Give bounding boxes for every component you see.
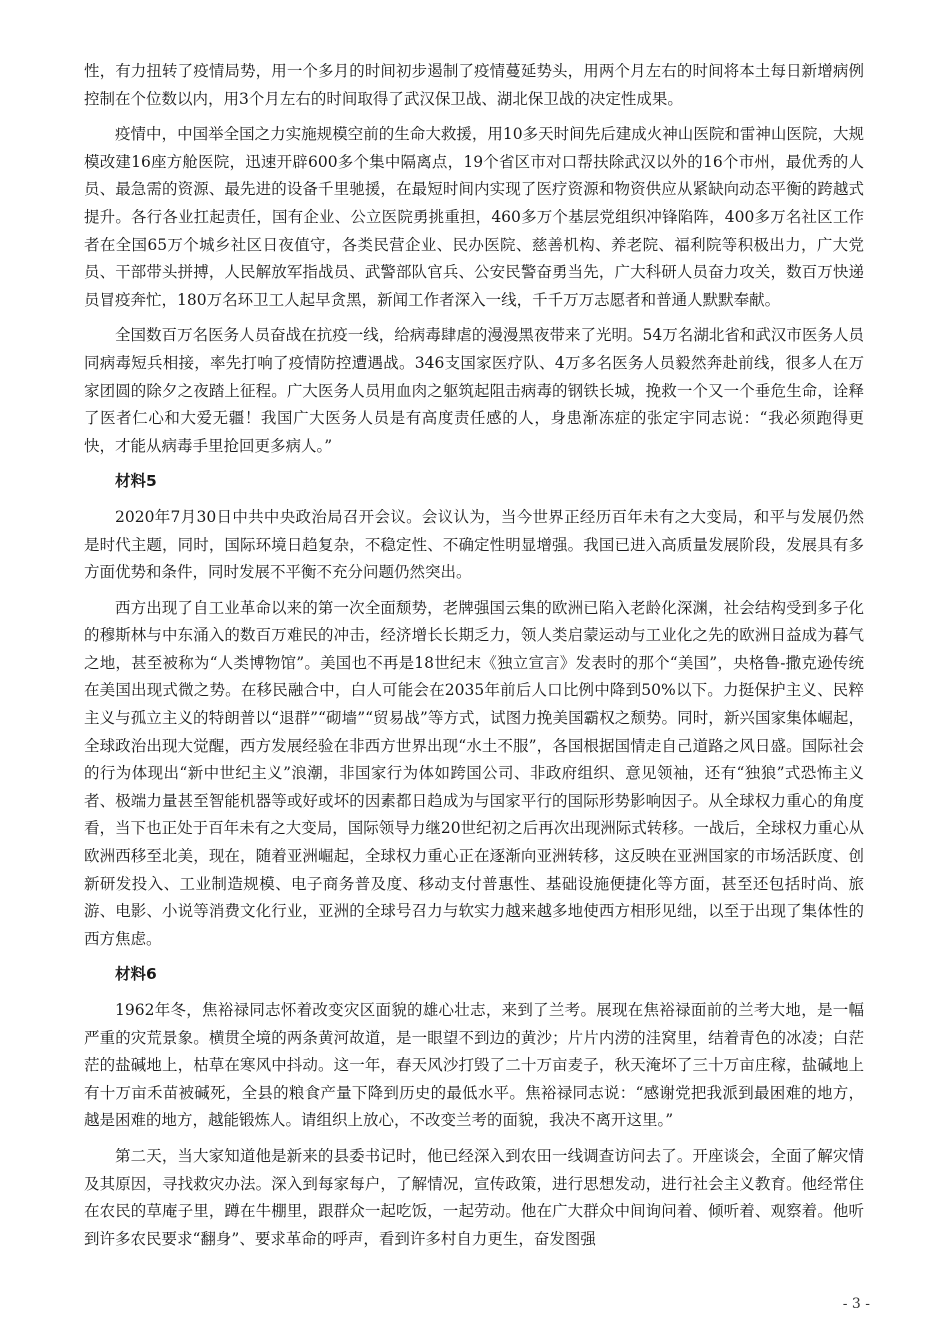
paragraph: 疫情中，中国举全国之力实施规模空前的生命大救援，用10多天时间先后建成火神山医院和雷神山医院，大规模改建16座方舱医院，迅速开辟600多个集中隔离点，19个省区市对口帮扶除武汉以外的16个市州，最优秀的人员、最急需的资源、最先进的设备千里驰援，在最短时间内实现了医疗资源和物资供应从紧缺向动态平衡的跨越式提升。各行各业扛起责任，国有企业、公立医院勇挑重担，460多万个基层党组织冲锋陷阵，400多万名社区工作者在全国65万个城乡社区日夜值守，各类民营企业、民办医院、慈善机构、养老院、福利院等积极出力，广大党员、干部带头拼搏，人民解放军指战员、武警部队官兵、公安民警奋勇当先，广大科研人员奋力攻关，数百万快递员冒疫奔忙，180万名环卫工人起早贪黑，新闻工作者深入一线，千千万万志愿者和普通人默默奉献。 xyxy=(84,125,864,309)
material-5-heading: 材料5 xyxy=(115,472,157,491)
page-number: - 3 - xyxy=(842,1296,870,1312)
paragraph-continuation: 性，有力扭转了疫情局势，用一个多月的时间初步遏制了疫情蔓延势头，用两个月左右的时间将本土每日新增病例控制在个位数以内，用3个月左右的时间取得了武汉保卫战、湖北保卫战的决定性成果。 xyxy=(84,62,864,108)
paragraph: 1962年冬，焦裕禄同志怀着改变灾区面貌的雄心壮志，来到了兰考。展现在焦裕禄面前的兰考大地，是一幅严重的灾荒景象。横贯全境的两条黄河故道，是一眼望不到边的黄沙；片片内涝的洼窝里，结着青色的冰凌；白茫茫的盐碱地上，枯草在寒风中抖动。这一年，春天风沙打毁了二十万亩麦子，秋天淹坏了三十万亩庄稼，盐碱地上有十万亩禾苗被碱死，全县的粮食产量下降到历史的最低水平。焦裕禄同志说：“感谢党把我派到最困难的地方，越是困难的地方，越能锻炼人。请组织上放心，不改变兰考的面貌，我决不离开这里。” xyxy=(84,1001,864,1130)
material-6-heading: 材料6 xyxy=(115,965,157,984)
document-body xyxy=(84,58,864,1261)
paragraph: 西方出现了自工业革命以来的第一次全面颓势，老牌强国云集的欧洲已陷入老龄化深渊，社会结构受到多子化的穆斯林与中东涌入的数百万难民的冲击，经济增长长期乏力，领人类启蒙运动与工业化之先的欧洲日益成为暮气之地，甚至被称为“人类博物馆”。美国也不再是18世纪末《独立宣言》发表时的那个“美国”，央格鲁-撒克逊传统在美国出现式微之势。在移民融合中，白人可能会在2035年前后人口比例中降到50%以下。力挺保护主义、民粹主义与孤立主义的特朗普以“退群”“砌墙”“贸易战”等方式，试图力挽美国霸权之颓势。同时，新兴国家集体崛起，全球政治出现大觉醒，西方发展经验在非西方世界出现“水土不服”，各国根据国情走自己道路之风日盛。国际社会的行为体现出“新中世纪主义”浪潮，非国家行为体如跨国公司、非政府组织、意见领袖，还有“独狼”式恐怖主义者、极端力量甚至智能机器等或好或坏的因素都日趋成为与国家平行的国际形势影响因子。从全球权力重心的角度看，当下也正处于百年未有之大变局，国际领导力继20世纪初之后再次出现洲际式转移。一战后，全球权力重心从欧洲西移至北美，现在，随着亚洲崛起，全球权力重心正在逐渐向亚洲转移，这反映在亚洲国家的市场活跃度、创新研发投入、工业制造规模、电子商务普及度、移动支付普惠性、基础设施便捷化等方面，甚至还包括时尚、旅游、电影、小说等消费文化行业，亚洲的全球号召力与软实力越来越多地使西方相形见绌，以至于出现了集体性的西方焦虑。 xyxy=(84,598,864,948)
paragraph: 第二天，当大家知道他是新来的县委书记时，他已经深入到农田一线调查访问去了。开座谈会，全面了解灾情及其原因，寻找救灾办法。深入到每家每户，了解情况，宣传政策，进行思想发动，进行社会主义教育。他经常住在农民的草庵子里，蹲在牛棚里，跟群众一起吃饭，一起劳动。他在广大群众中间询问着、倾听着、观察着。他听到许多农民要求“翻身”、要求革命的呼声，看到许多村自力更生，奋发图强 xyxy=(84,1146,864,1248)
paragraph: 全国数百万名医务人员奋战在抗疫一线，给病毒肆虐的漫漫黑夜带来了光明。54万名湖北省和武汉市医务人员同病毒短兵相接，率先打响了疫情防控遭遇战。346支国家医疗队、4万多名医务人员毅然奔赴前线，很多人在万家团圆的除夕之夜踏上征程。广大医务人员用血肉之躯筑起阻击病毒的钢铁长城，挽救一个又一个垂危生命，诠释了医者仁心和大爱无疆！我国广大医务人员是有高度责任感的人，身患渐冻症的张定宇同志说：“我必须跑得更快，才能从病毒手里抢回更多病人。” xyxy=(84,326,864,455)
paragraph: 2020年7月30日中共中央政治局召开会议。会议认为，当今世界正经历百年未有之大变局，和平与发展仍然是时代主题，同时，国际环境日趋复杂，不稳定性、不确定性明显增强。我国已进入高质量发展阶段，发展具有多方面优势和条件，同时发展不平衡不充分问题仍然突出。 xyxy=(84,507,864,582)
